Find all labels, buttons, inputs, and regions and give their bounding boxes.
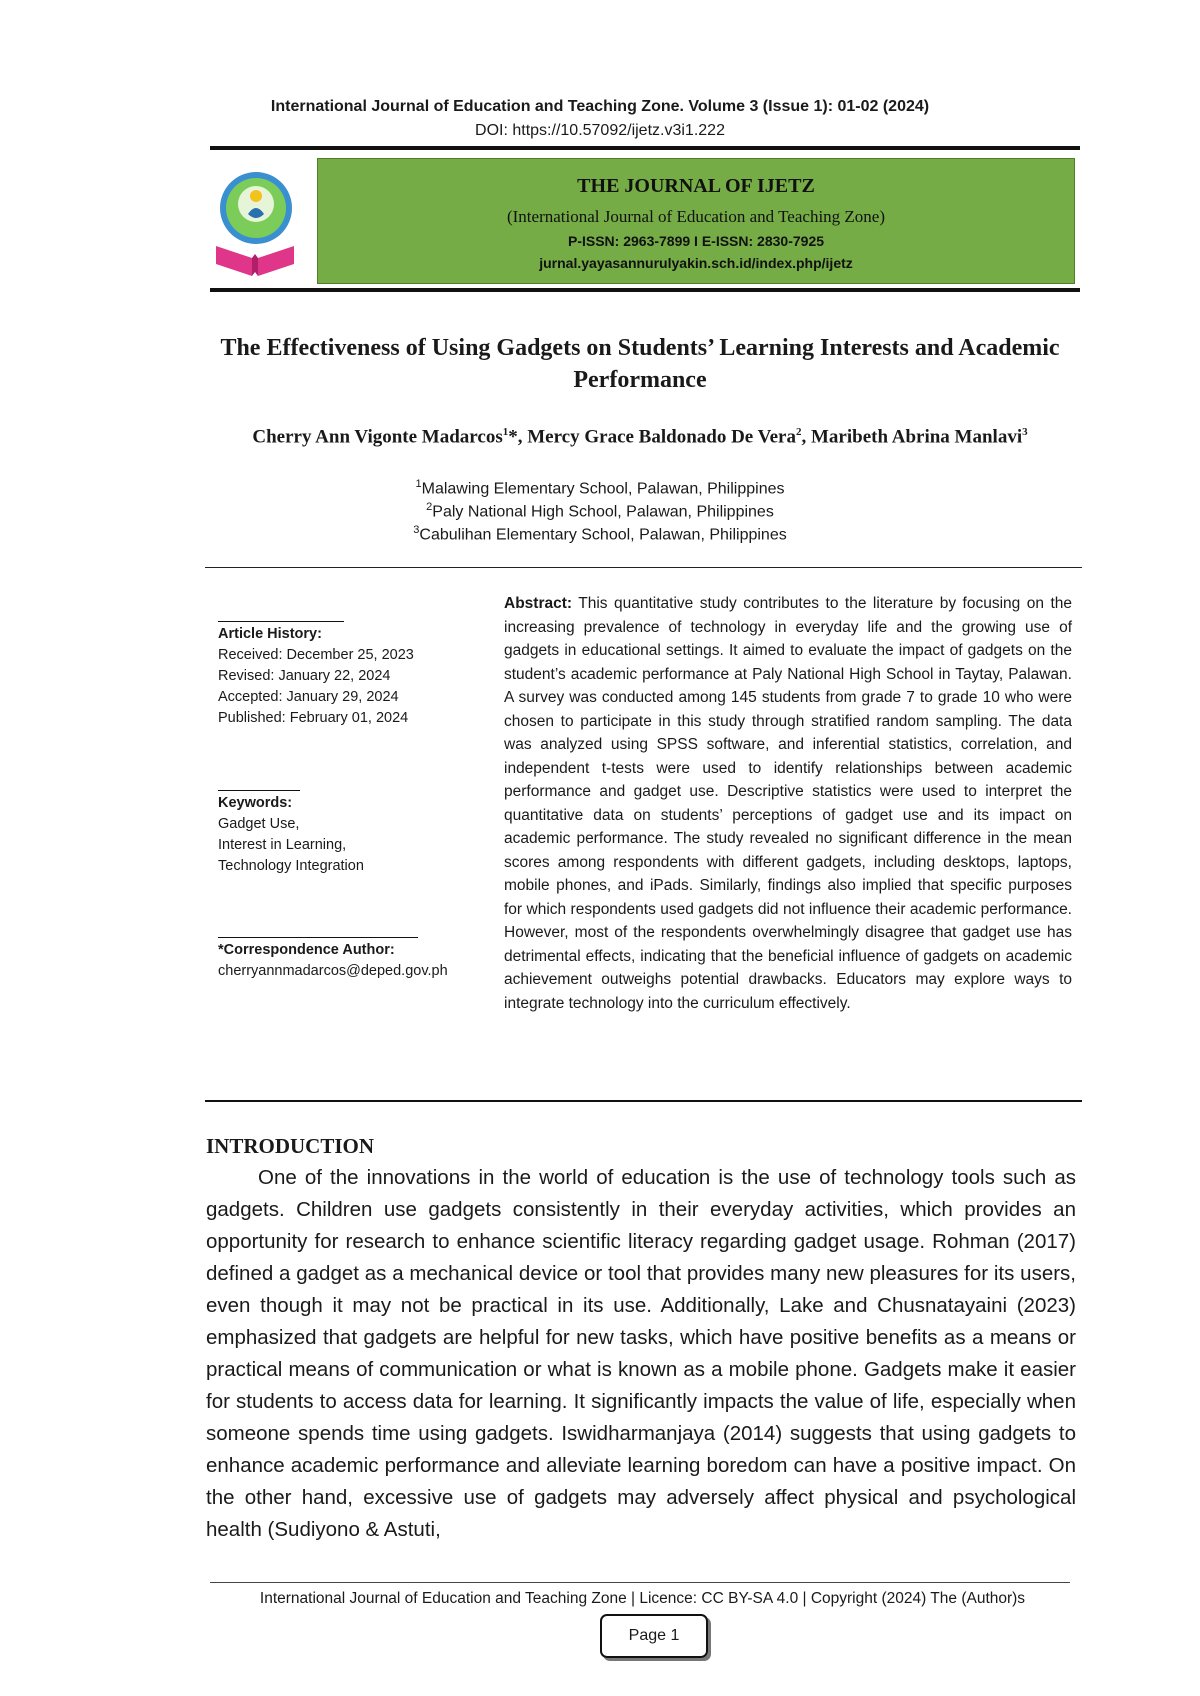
doi-line[interactable]: DOI: https://10.57092/ijetz.v3i1.222 [475,122,725,139]
separator-dash [218,779,300,791]
affiliation-mark: 2 [426,501,433,513]
keywords-label: Keywords: [218,795,293,811]
header-rule-top [210,146,1080,150]
keyword-item: Gadget Use, [218,816,300,832]
header-rule-bottom [210,288,1080,292]
abstract-label: Abstract: [504,595,573,612]
affiliation-text: Malawing Elementary School, Palawan, Philippines [421,480,785,498]
author-3: Maribeth Abrina Manlavi [811,426,1023,448]
banner-url[interactable]: jurnal.yayasannurulyakin.sch.id/index.php/ijetz [539,255,853,271]
affiliation-1 [0,478,1200,498]
author-separator: , [517,426,528,448]
separator-dash [218,926,418,938]
abstract [504,592,1072,1015]
accepted-date: Accepted: January 29, 2024 [218,689,399,705]
author-1: Cherry Ann Vigonte Madarcos [252,426,503,448]
banner-title: THE JOURNAL OF IJETZ [577,175,815,197]
revised-date: Revised: January 22, 2024 [218,668,391,684]
keyword-item: Interest in Learning, [218,837,347,853]
received-date: Received: December 25, 2023 [218,647,414,663]
keyword-item: Technology Integration [218,858,364,874]
corresponding-star: * [508,426,518,448]
correspondence-block [218,926,478,982]
affiliation-2 [0,501,1200,521]
correspondence-label: *Correspondence Author: [218,942,395,958]
history-label: Article History: [218,626,322,642]
author-3-affil-mark: 3 [1022,426,1028,438]
banner-subtitle: (International Journal of Education and Teaching Zone) [506,207,886,226]
correspondence-email[interactable]: cherryannmadarcos@deped.gov.ph [218,963,448,979]
footer-rule [210,1582,1070,1583]
journal-banner [317,158,1075,284]
journal-logo-icon [210,168,300,280]
page-number: Page 1 [600,1614,708,1658]
paper-title: The Effectiveness of Using Gadgets on Students’ Learning Interests and Academic Performance [220,335,1060,393]
affiliation-text: Paly National High School, Palawan, Philippines [432,503,774,521]
author-2-affil-mark: 2 [796,426,802,438]
affiliation-mark: 1 [415,478,422,490]
affiliation-mark: 3 [413,524,420,536]
abstract-rule-bottom [205,1100,1082,1102]
author-separator: , [801,426,811,448]
author-1-affil-mark: 1 [502,426,509,438]
article-history [218,610,478,729]
footer-license: International Journal of Education and Teaching Zone | Licence: CC BY-SA 4.0 | Copyright (2024) The (Author)s [259,1590,1026,1607]
published-date: Published: February 01, 2024 [218,710,409,726]
author-list [210,420,1070,449]
abstract-text: This quantitative study contributes to the literature by focusing on the increasing prevalence of technology in everyday life and the growing use of gadgets in educational settings. It aimed to evaluate the impact of gadgets on the student’s academic performance at Paly National High School in Taytay, Palawan. A survey was conducted among 145 students from grade 7 to grade 10 who were chosen to participate in this study through stratified random sampling. The data was analyzed using SPSS software, and inferential statistics, correlation, and independent t-tests were used to identify relationships between academic performance and gadget use. Descriptive statistics were used to interpret the quantitative data on students’ perceptions of gadget use and its impact on academic performance. The study revealed no significant difference in the mean scores among respondents with different gadgets, including desktops, laptops, mobile phones, and iPads. Similarly, findings also implied that specific purposes for which respondents used gadgets did not influence their academic performance. However, most of the respondents overwhelmingly disagree that gadget use has detrimental effects, indicating that the beneficial influence of gadgets on academic achievement outweighs potential drawbacks. Educators may explore ways to integrate technology into the curriculum effectively. [504,595,1072,1012]
keywords-block [218,779,478,877]
affiliation-text: Cabulihan Elementary School, Palawan, Philippines [419,526,787,544]
abstract-rule-top [205,567,1082,568]
introduction-heading: INTRODUCTION [206,1134,375,1158]
journal-citation-line: International Journal of Education and Teaching Zone. Volume 3 (Issue 1): 01-02 (2024) [270,98,930,115]
author-2: Mercy Grace Baldonado De Vera [527,426,796,448]
banner-issn: P-ISSN: 2963-7899 I E-ISSN: 2830-7925 [567,233,825,249]
introduction-body: One of the innovations in the world of education is the use of technology tools such as gadgets. Children use gadgets consistently in their everyday activities, which provides an opportunity for research to enhance scientific literacy regarding gadget usage. Rohman (2017) defined a gadget as a mechanical device or tool that provides many new pleasures for its users, even though it may not be practical in its use. Additionally, Lake and Chusnatayaini (2023) emphasized that gadgets are helpful for new tasks, which have positive benefits as a means or practical means of communication or what is known as a mobile phone. Gadgets make it easier for students to access data for learning. It significantly impacts the value of life, especially when someone spends time using gadgets. Iswidharmanjaya (2014) suggests that using gadgets to enhance academic performance and alleviate learning boredom can have a positive impact. On the other hand, excessive use of gadgets may adversely affect physical and psychological health (Sudiyono & Astuti, [206,1166,1076,1541]
separator-dash [218,610,344,622]
affiliation-3 [0,524,1200,544]
